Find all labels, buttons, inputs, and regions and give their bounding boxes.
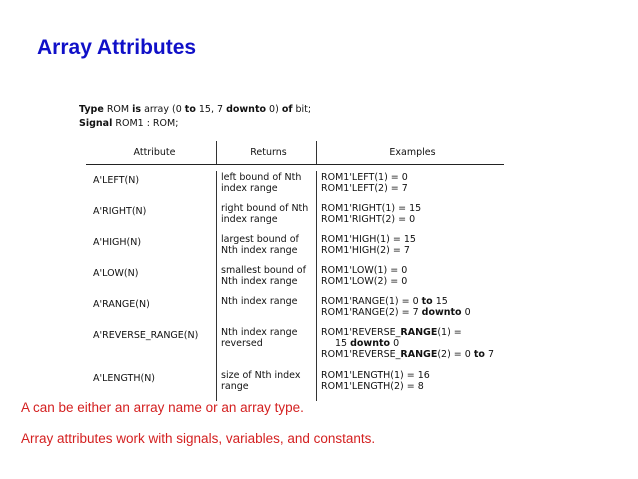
- example-line: ROM1'LOW(2) = 0: [321, 276, 408, 287]
- returns-line: right bound of Nth: [221, 203, 309, 214]
- example-line: ROM1'LEFT(2) = 7: [321, 183, 408, 194]
- examples-cell: [316, 369, 504, 401]
- header-examples: Examples: [316, 141, 504, 164]
- returns-cell: [216, 264, 316, 295]
- examples-cell: [316, 264, 504, 295]
- returns-line: Nth index range: [221, 245, 298, 256]
- attribute-cell: A'REVERSE_RANGE(N): [93, 330, 199, 341]
- table-row: [86, 264, 504, 295]
- example-line: ROM1'REVERSE_RANGE(2) = 0 to 7: [321, 349, 495, 360]
- returns-cell: [216, 171, 316, 202]
- table-row: [86, 202, 504, 233]
- returns-line: range: [221, 381, 249, 392]
- table-row: [86, 233, 504, 264]
- header-returns: Returns: [216, 141, 316, 164]
- example-line: ROM1'LENGTH(1) = 16: [321, 370, 430, 381]
- examples-cell: [316, 326, 504, 369]
- code-line-type: Type ROM is array (0 to 15, 7 downto 0) of bit;: [79, 104, 312, 115]
- example-line: ROM1'LOW(1) = 0: [321, 265, 408, 276]
- table-row: [86, 295, 504, 326]
- returns-line: reversed: [221, 338, 263, 349]
- example-line: ROM1'LENGTH(2) = 8: [321, 381, 424, 392]
- table-row: [86, 165, 504, 202]
- returns-line: size of Nth index: [221, 370, 301, 381]
- attribute-cell: A'HIGH(N): [93, 237, 142, 248]
- returns-line: index range: [221, 183, 278, 194]
- returns-cell: [216, 369, 316, 401]
- attribute-cell: A'RIGHT(N): [93, 206, 147, 217]
- returns-cell: [216, 233, 316, 264]
- returns-line: Nth index range: [221, 327, 298, 338]
- example-line: ROM1'REVERSE_RANGE(1) =: [321, 327, 462, 338]
- examples-cell: [316, 233, 504, 264]
- note-array-type: A can be either an array name or an array type.: [21, 400, 304, 415]
- returns-cell: [216, 326, 316, 369]
- attribute-cell: A'LEFT(N): [93, 175, 140, 186]
- returns-line: largest bound of: [221, 234, 299, 245]
- table-row: [86, 369, 504, 401]
- table-row: [86, 326, 504, 369]
- returns-line: index range: [221, 214, 278, 225]
- returns-cell: [216, 202, 316, 233]
- attribute-cell: A'LENGTH(N): [93, 373, 156, 384]
- returns-line: smallest bound of: [221, 265, 306, 276]
- example-line: ROM1'RIGHT(2) = 0: [321, 214, 416, 225]
- returns-line: Nth index range: [221, 296, 298, 307]
- code-block: [79, 103, 311, 131]
- example-line: ROM1'RANGE(2) = 7 downto 0: [321, 307, 471, 318]
- example-line: ROM1'LEFT(1) = 0: [321, 172, 408, 183]
- table-header: [86, 141, 504, 164]
- attribute-cell: A'RANGE(N): [93, 299, 150, 310]
- example-line: ROM1'HIGH(1) = 15: [321, 234, 416, 245]
- examples-cell: [316, 295, 504, 326]
- code-line-signal: Signal ROM1 : ROM;: [79, 118, 179, 129]
- example-line: ROM1'HIGH(2) = 7: [321, 245, 410, 256]
- example-line: 15 downto 0: [335, 338, 400, 349]
- returns-line: left bound of Nth: [221, 172, 302, 183]
- table-body: [86, 165, 504, 401]
- page-title: Array Attributes: [37, 36, 197, 59]
- header-attribute: Attribute: [133, 147, 176, 158]
- attribute-cell: A'LOW(N): [93, 268, 139, 279]
- examples-cell: [316, 171, 504, 202]
- returns-line: Nth index range: [221, 276, 298, 287]
- examples-cell: [316, 202, 504, 233]
- returns-cell: [216, 295, 316, 326]
- example-line: ROM1'RANGE(1) = 0 to 15: [321, 296, 448, 307]
- example-line: ROM1'RIGHT(1) = 15: [321, 203, 422, 214]
- note-signals: Array attributes work with signals, variables, and constants.: [21, 431, 376, 446]
- attributes-table: [86, 141, 504, 401]
